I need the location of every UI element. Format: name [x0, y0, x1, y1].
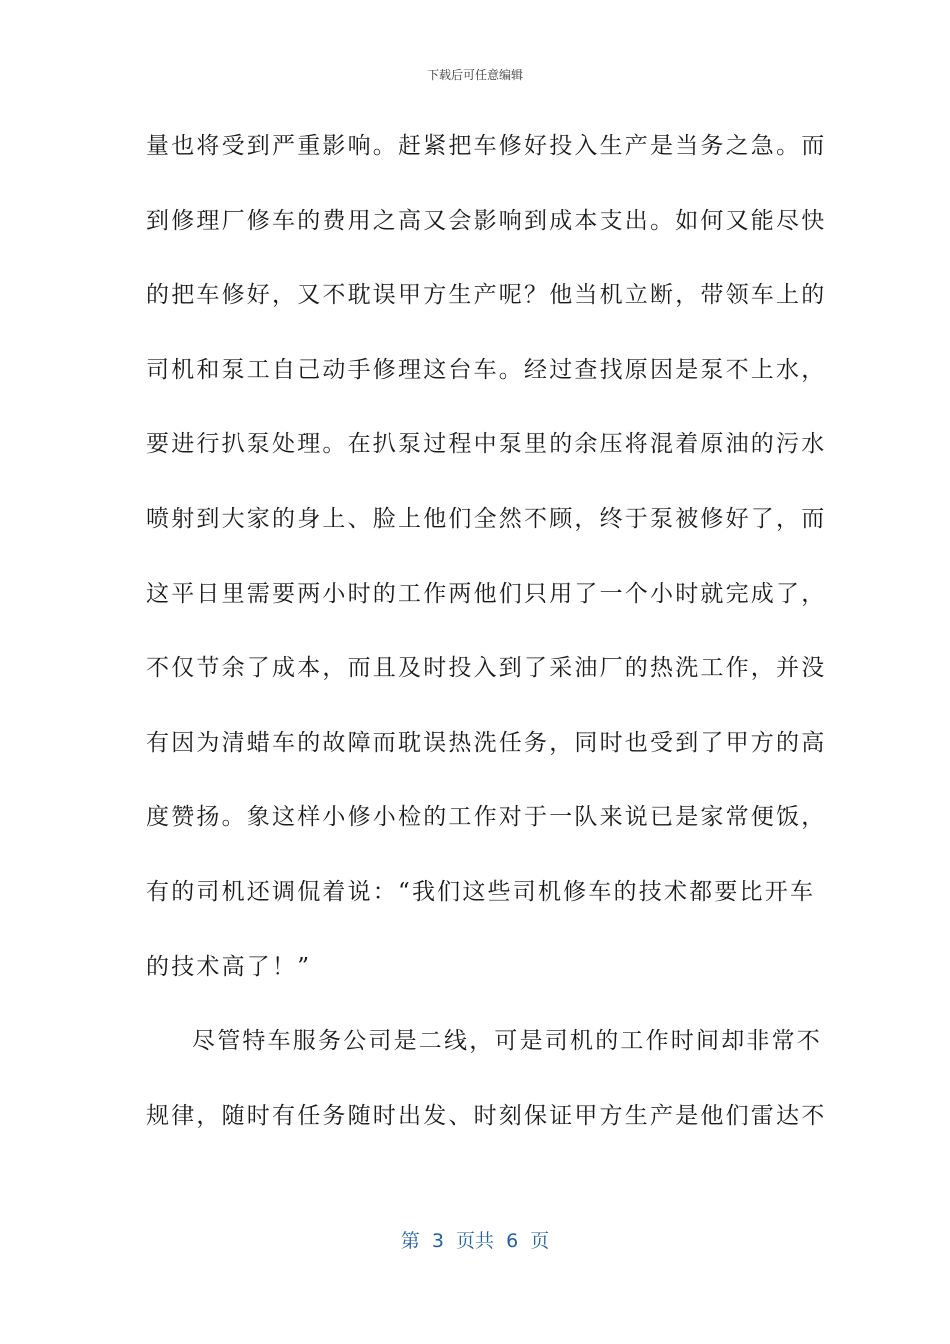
text-line: 这平日里需要两小时的工作两他们只用了一个小时就完成了，	[146, 580, 827, 607]
text-line: 的技术高了！”	[146, 953, 312, 980]
text-line: 有因为清蜡车的故障而耽误热洗任务，同时也受到了甲方的高	[146, 729, 827, 756]
text-line: 司机和泵工自己动手修理这台车。经过查找原因是泵不上水，	[146, 356, 827, 383]
text-line: 喷射到大家的身上、脸上他们全然不顾，终于泵被修好了，而	[146, 505, 827, 532]
text-line: 量也将受到严重影响。赶紧把车修好投入生产是当务之急。而	[146, 133, 827, 159]
text-line: 有的司机还调侃着说：“我们这些司机修车的技术都要比开车	[146, 878, 816, 905]
text-line: 度赞扬。象这样小修小检的工作对于一队来说已是家常便饭，	[146, 804, 827, 831]
text-line: 不仅节余了成本，而且及时投入到了采油厂的热洗工作，并没	[146, 655, 827, 682]
page-number: 第 3 页共 6 页	[400, 1230, 550, 1252]
text-line: 到修理厂修车的费用之高又会影响到成本支出。如何又能尽快	[146, 207, 827, 234]
text-line: 的把车修好，又不耽误甲方生产呢？他当机立断，带领车上的	[146, 282, 827, 309]
text-line: 规律，随时有任务随时出发、时刻保证甲方生产是他们雷达不	[146, 1102, 827, 1129]
paragraph-first-line: 尽管特车服务公司是二线，可是司机的工作时间却非常不	[192, 1028, 822, 1055]
document-body	[146, 120, 827, 1164]
page-header-note: 下载后可任意编辑	[426, 68, 523, 82]
text-line: 要进行扒泵处理。在扒泵过程中泵里的余压将混着原油的污水	[146, 431, 827, 458]
